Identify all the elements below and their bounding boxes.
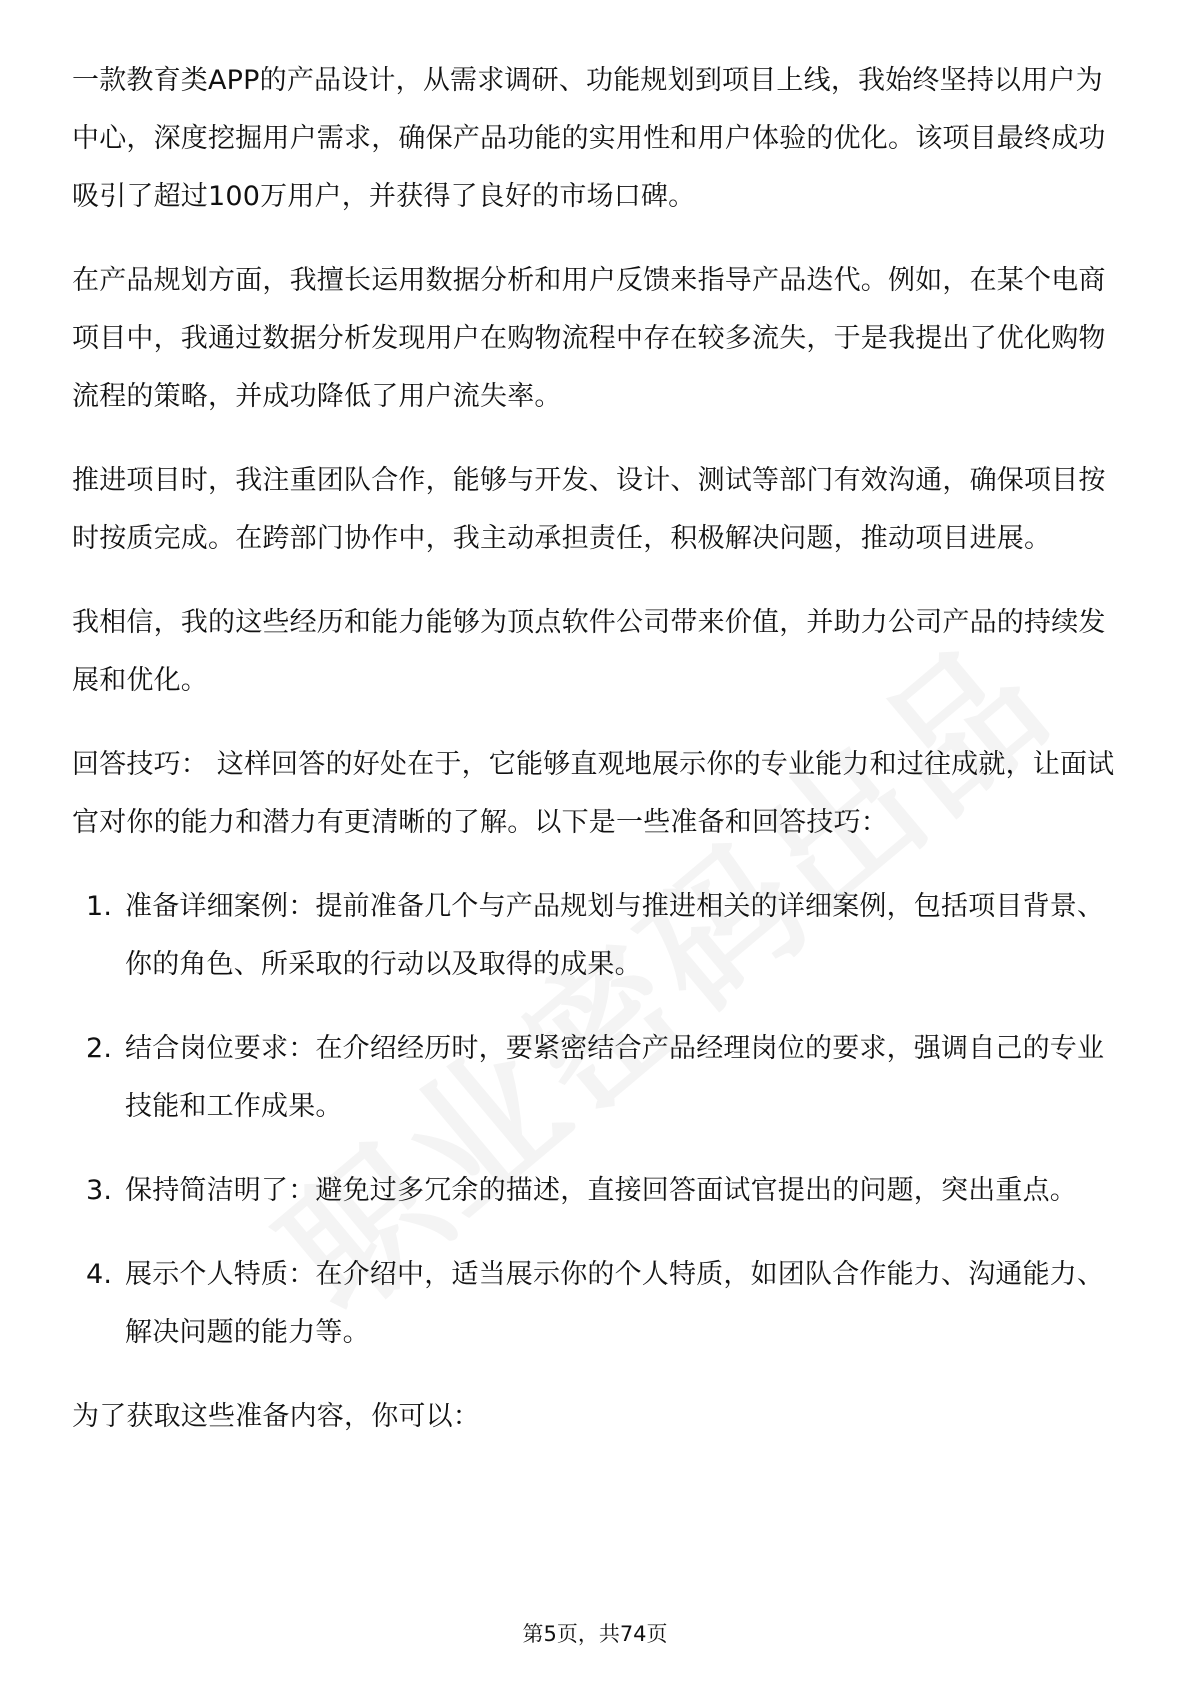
paragraph-teamwork: 推进项目时，我注重团队合作，能够与开发、设计、测试等部门有效沟通，确保项目按时按质完成。在跨部门协作中，我主动承担责任，积极解决问题，推动项目进展。 <box>72 465 1106 554</box>
list-item-text: 结合岗位要求：在介绍经历时，要紧密结合产品经理岗位的要求，强调自己的专业技能和工作成果。 <box>125 1033 1105 1122</box>
list-item-number: 3. <box>86 1175 113 1206</box>
list-item <box>72 1246 1122 1362</box>
paragraph-product-planning: 在产品规划方面，我擅长运用数据分析和用户反馈来指导产品迭代。例如，在某个电商项目中，我通过数据分析发现用户在购物流程中存在较多流失，于是我提出了优化购物流程的策略，并成功降低了用户流失率。 <box>72 265 1106 412</box>
paragraph-project-experience: 一款教育类APP的产品设计，从需求调研、功能规划到项目上线，我始终坚持以用户为中心，深度挖掘用户需求，确保产品功能的实用性和用户体验的优化。该项目最终成功吸引了超过100万用户，并获得了良好的市场口碑。 <box>72 65 1106 212</box>
list-item-number: 1. <box>86 891 113 922</box>
list-item <box>72 1020 1122 1136</box>
page-content <box>72 52 1122 1472</box>
list-item-number: 4. <box>86 1259 113 1290</box>
list-item-text: 准备详细案例：提前准备几个与产品规划与推进相关的详细案例，包括项目背景、你的角色、所采取的行动以及取得的成果。 <box>125 891 1105 980</box>
paragraph-answer-tips: 回答技巧： 这样回答的好处在于，它能够直观地展示你的专业能力和过往成就，让面试官对你的能力和潜力有更清晰的了解。以下是一些准备和回答技巧： <box>72 749 1115 838</box>
paragraph-closing: 为了获取这些准备内容，你可以： <box>72 1401 480 1432</box>
list-item-number: 2. <box>86 1033 113 1064</box>
list-item-text: 保持简洁明了：避免过多冗余的描述，直接回答面试官提出的问题，突出重点。 <box>125 1175 1077 1206</box>
tips-list <box>72 878 1122 1362</box>
paragraph-value: 我相信，我的这些经历和能力能够为顶点软件公司带来价值，并助力公司产品的持续发展和优化。 <box>72 607 1106 696</box>
page-number-footer: 第5页，共74页 <box>522 1622 668 1646</box>
list-item <box>72 1162 1122 1220</box>
list-item-text: 展示个人特质：在介绍中，适当展示你的个人特质，如团队合作能力、沟通能力、解决问题的能力等。 <box>125 1259 1105 1348</box>
list-item <box>72 878 1122 994</box>
